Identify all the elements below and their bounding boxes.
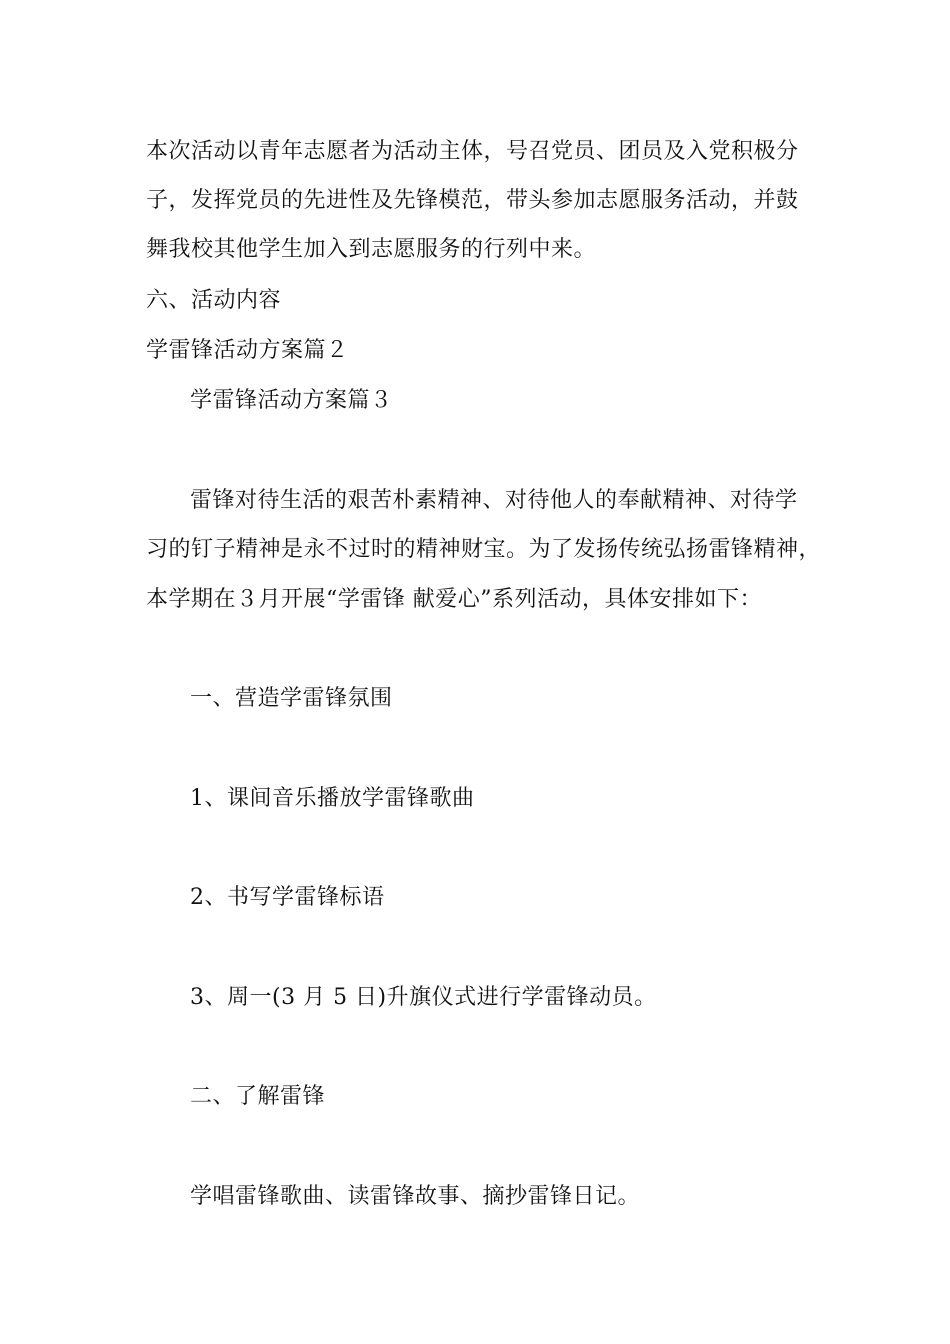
paragraph-2-line-3: 本学期在３月开展“学雷锋 献爱心”系列活动，具体安排如下： (146, 587, 762, 612)
list-item-2: 2、书写学雷锋标语 (190, 885, 385, 910)
paragraph-2-line-2: 习的钉子精神是永不过时的精神财宝。为了发扬传统弘扬雷锋精神， (146, 537, 822, 562)
list-item-1: 1、课间音乐播放学雷锋歌曲 (190, 786, 475, 811)
plan-2-title: 学雷锋活动方案篇２ (146, 338, 349, 363)
paragraph-2-line-1: 雷锋对待生活的艰苦朴素精神、对待他人的奉献精神、对待学 (190, 488, 798, 513)
paragraph-1-line-3: 舞我校其他学生加入到志愿服务的行列中来。 (146, 237, 597, 262)
section-2-text: 学唱雷锋歌曲、读雷锋故事、摘抄雷锋日记。 (190, 1184, 641, 1209)
section-1-title: 一、营造学雷锋氛围 (190, 686, 393, 711)
list-item-3: 3、周一(3 月 5 日)升旗仪式进行学雷锋动员。 (190, 985, 657, 1010)
section-2-title: 二、了解雷锋 (190, 1084, 326, 1109)
plan-3-title: 学雷锋活动方案篇３ (190, 388, 393, 413)
heading-activity-content: 六、活动内容 (146, 288, 282, 313)
paragraph-1-line-2: 子，发挥党员的先进性及先锋模范，带头参加志愿服务活动，并鼓 (146, 188, 799, 213)
paragraph-1-line-1: 本次活动以青年志愿者为活动主体，号召党员、团员及入党积极分 (146, 139, 799, 164)
